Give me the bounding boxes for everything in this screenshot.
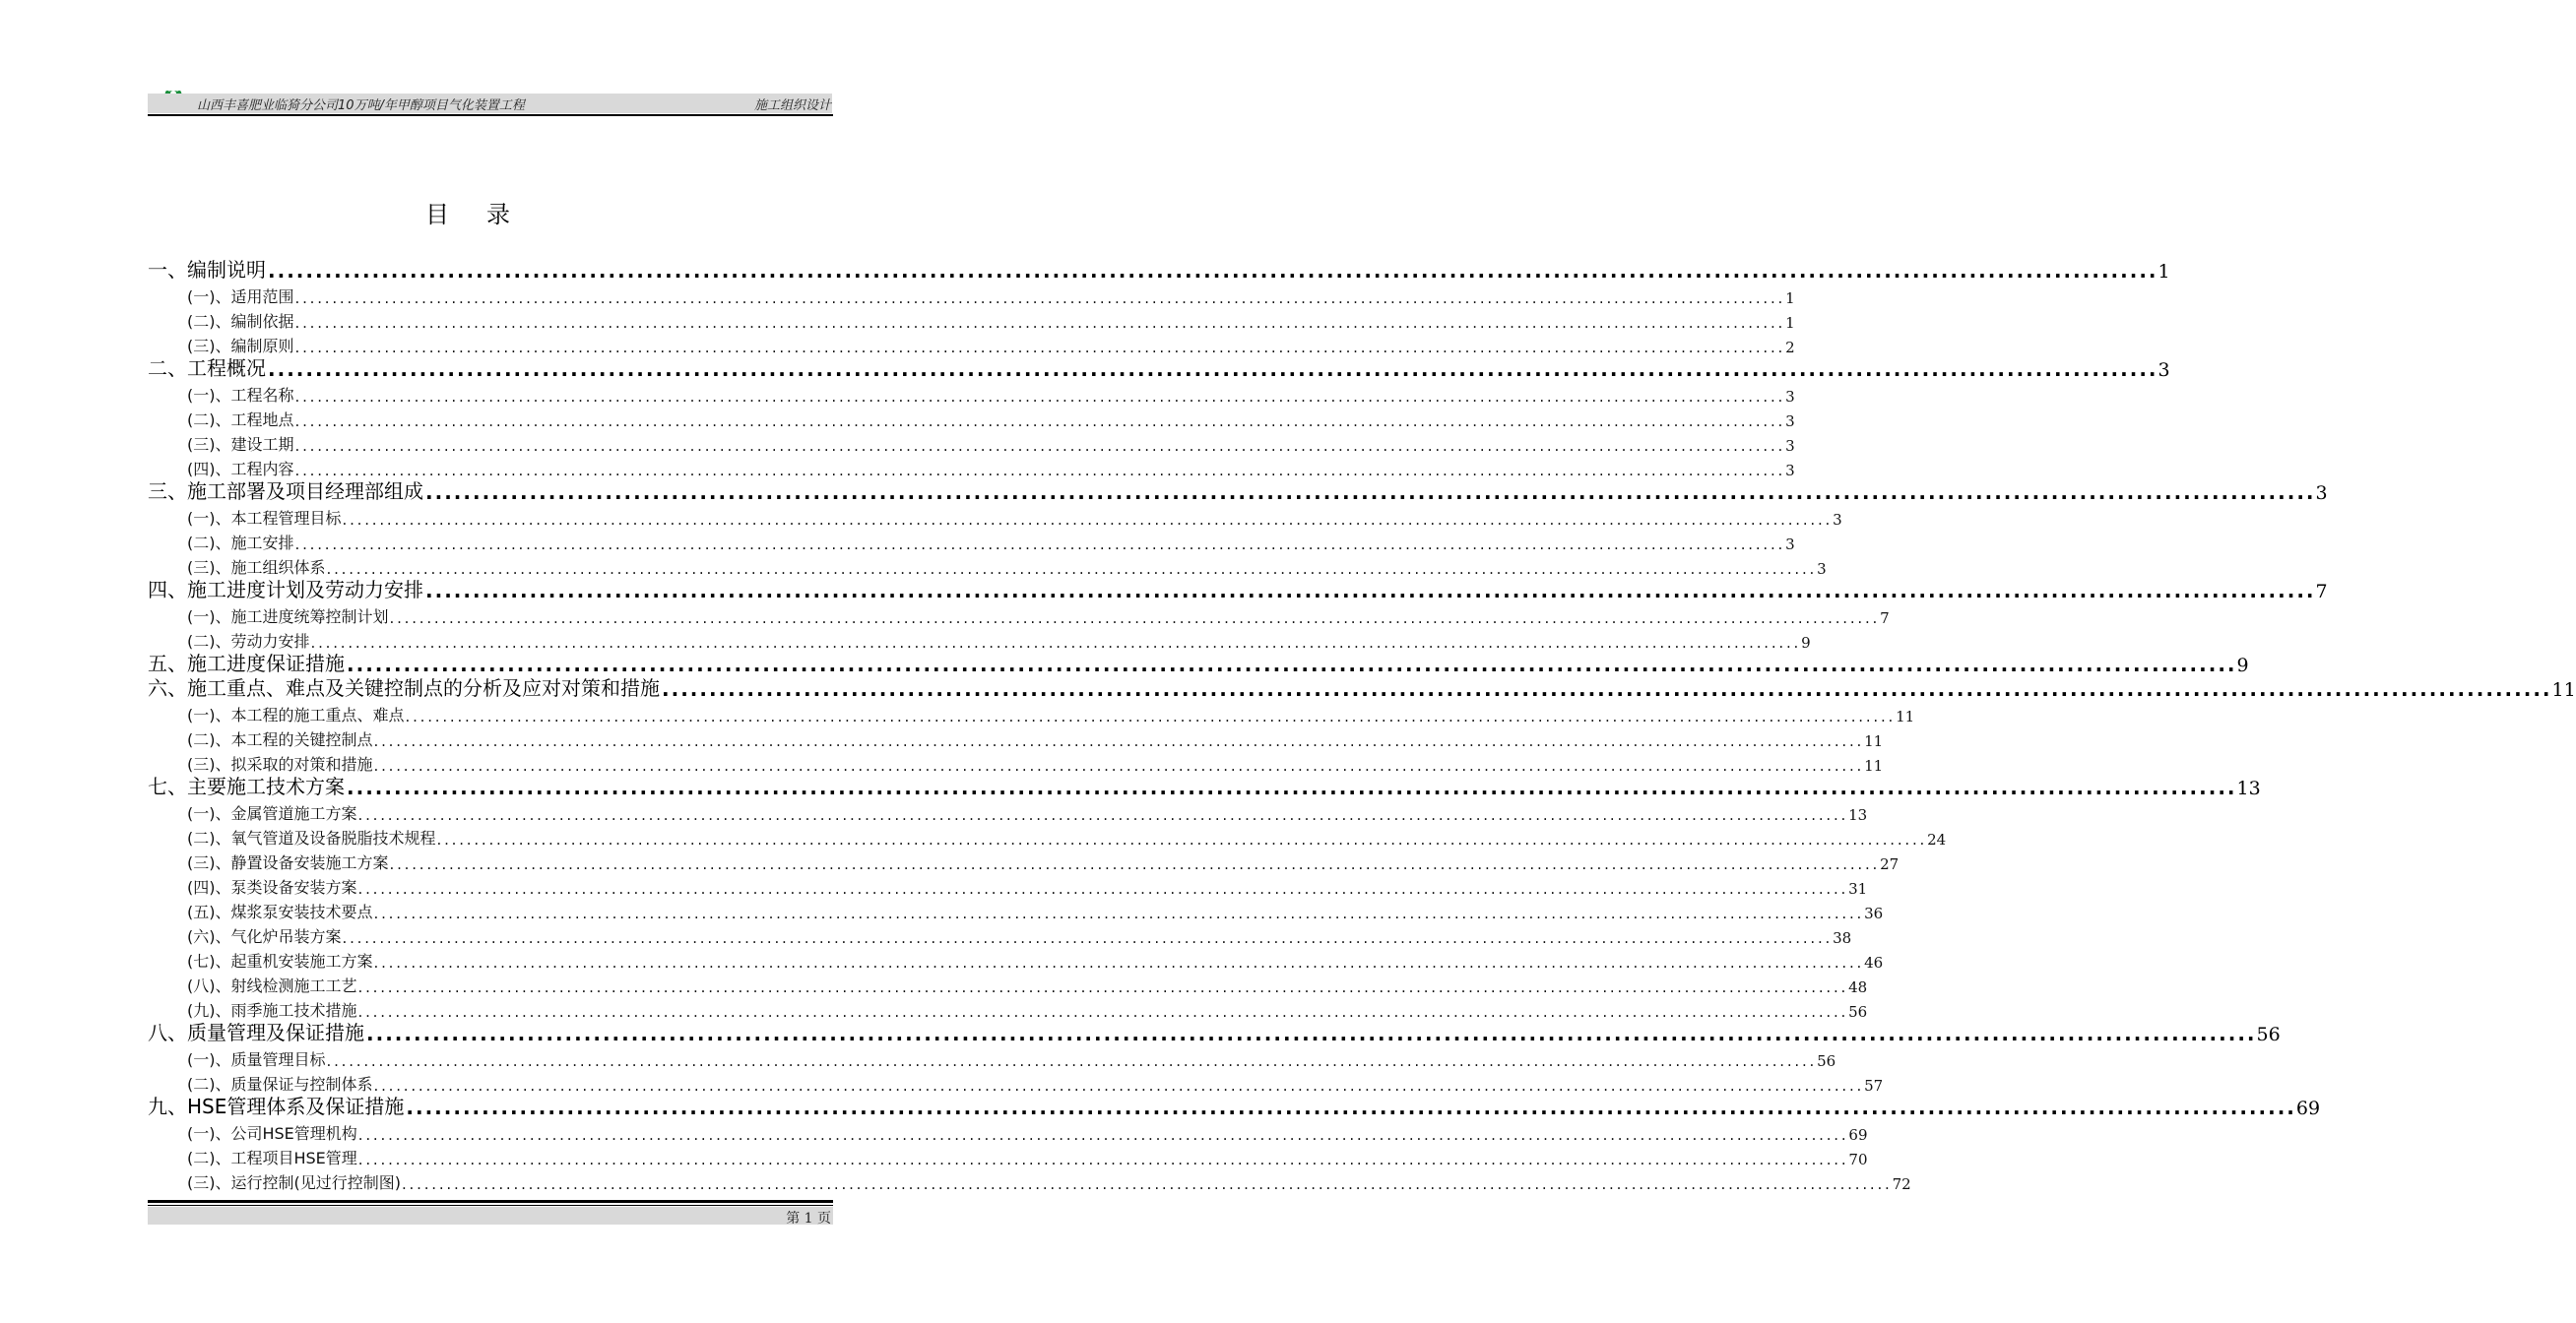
toc-section-entry[interactable]	[148, 406, 1795, 430]
footer-divider	[148, 1200, 833, 1203]
toc-entry-page: 11	[2551, 679, 2576, 701]
toc-entry-page: 1	[1785, 314, 1795, 332]
footer-divider-thin	[148, 1205, 833, 1206]
toc-leader-dots: ........................................................................................................................................................................................................	[268, 357, 2158, 381]
toc-leader-dots: ........................................................................................................................................................................................................	[342, 929, 1834, 947]
toc-leader-dots: ........................................................................................................................................................................................................	[406, 1096, 2296, 1119]
toc-entry-page: 9	[2236, 655, 2249, 676]
toc-entry-label: (一)、工程名称	[187, 386, 294, 405]
toc-section-entry[interactable]	[148, 283, 1795, 307]
toc-entry-page: 3	[1833, 511, 1842, 529]
toc-entry-label: 六、施工重点、难点及关键控制点的分析及应对对策和措施	[148, 676, 660, 700]
toc-entry-label: (九)、雨季施工技术措施	[187, 1001, 357, 1020]
toc-chapter-entry[interactable]	[148, 775, 2261, 799]
toc-entry-page: 70	[1848, 1151, 1868, 1168]
toc-chapter-entry[interactable]	[148, 356, 2170, 381]
toc-chapter-entry[interactable]	[148, 1095, 2321, 1119]
toc-entry-label: 三、施工部署及项目经理部组成	[148, 479, 423, 503]
toc-entry-label: (二)、工程地点	[187, 410, 294, 429]
toc-leader-dots: ........................................................................................................................................................................................................	[294, 339, 1786, 356]
toc-leader-dots: ........................................................................................................................................................................................................	[294, 314, 1786, 332]
toc-leader-dots: ........................................................................................................................................................................................................	[436, 831, 1928, 849]
toc-entry-label: (三)、施工组织体系	[187, 558, 326, 577]
toc-entry-label: (三)、运行控制(见过行控制图)	[187, 1173, 401, 1192]
toc-entry-page: 24	[1927, 831, 1947, 849]
toc-entry-label: (二)、氧气管道及设备脱脂技术规程	[187, 829, 436, 848]
toc-entry-page: 11	[1864, 757, 1884, 775]
toc-entry-label: 五、施工进度保证措施	[148, 652, 345, 675]
toc-entry-label: (六)、气化炉吊装方案	[187, 927, 342, 946]
toc-leader-dots: ........................................................................................................................................................................................................	[268, 259, 2158, 283]
toc-leader-dots: ........................................................................................................................................................................................................	[294, 388, 1786, 406]
toc-title: 目录	[425, 201, 547, 228]
toc-entry-page: 69	[2295, 1098, 2321, 1119]
toc-entry-page: 56	[2256, 1024, 2281, 1045]
toc-entry-label: 七、主要施工技术方案	[148, 775, 345, 798]
toc-leader-dots: ........................................................................................................................................................................................................	[373, 757, 1865, 775]
toc-section-entry[interactable]	[148, 922, 1852, 947]
toc-section-entry[interactable]	[148, 529, 1795, 553]
toc-entry-label: (二)、工程项目HSE管理	[187, 1149, 357, 1167]
toc-section-entry[interactable]	[148, 307, 1795, 332]
toc-leader-dots: ........................................................................................................................................................................................................	[342, 511, 1834, 529]
toc-entry-page: 11	[1864, 732, 1884, 750]
toc-entry-label: 四、施工进度计划及劳动力安排	[148, 578, 423, 601]
toc-entry-label: 一、编制说明	[148, 258, 266, 282]
toc-entry-label: (一)、施工进度统筹控制计划	[187, 607, 389, 626]
header-doc-type: 施工组织设计	[753, 98, 831, 113]
toc-entry-label: (七)、起重机安装施工方案	[187, 952, 373, 971]
toc-section-entry[interactable]	[148, 602, 1890, 627]
toc-entry-page: 9	[1801, 634, 1811, 652]
toc-leader-dots: ........................................................................................................................................................................................................	[357, 880, 1849, 898]
toc-entry-page: 57	[1864, 1077, 1884, 1095]
toc-entry-label: (一)、金属管道施工方案	[187, 804, 357, 823]
toc-leader-dots: ........................................................................................................................................................................................................	[294, 536, 1786, 553]
toc-leader-dots: ........................................................................................................................................................................................................	[357, 806, 1849, 824]
toc-leader-dots: ........................................................................................................................................................................................................	[294, 462, 1786, 479]
toc-chapter-entry[interactable]	[148, 479, 2328, 504]
table-of-contents	[148, 258, 2576, 1193]
toc-leader-dots: ........................................................................................................................................................................................................	[357, 1003, 1849, 1021]
toc-entry-label: (一)、本工程的施工重点、难点	[187, 706, 405, 724]
toc-leader-dots: ........................................................................................................................................................................................................	[405, 708, 1897, 725]
toc-section-entry[interactable]	[148, 1144, 1868, 1168]
header-divider	[148, 114, 833, 116]
toc-entry-label: 八、质量管理及保证措施	[148, 1021, 364, 1044]
toc-entry-label: (二)、质量保证与控制体系	[187, 1075, 373, 1094]
toc-entry-page: 3	[2157, 359, 2170, 381]
toc-section-entry[interactable]	[148, 1168, 1911, 1193]
toc-leader-dots: ........................................................................................................................................................................................................	[366, 1022, 2257, 1045]
toc-leader-dots: ........................................................................................................................................................................................................	[357, 1151, 1849, 1168]
toc-entry-page: 13	[2236, 778, 2261, 799]
toc-entry-label: (二)、本工程的关键控制点	[187, 730, 373, 749]
toc-section-entry[interactable]	[148, 849, 1900, 873]
toc-entry-page: 1	[1785, 289, 1795, 307]
toc-entry-page: 3	[1785, 437, 1795, 455]
toc-chapter-entry[interactable]	[148, 578, 2328, 602]
toc-leader-dots: ........................................................................................................................................................................................................	[357, 978, 1849, 996]
toc-entry-page: 36	[1864, 905, 1884, 922]
toc-leader-dots: ........................................................................................................................................................................................................	[401, 1175, 1893, 1193]
toc-entry-page: 69	[1848, 1126, 1868, 1144]
toc-section-entry[interactable]	[148, 504, 1842, 529]
toc-section-entry[interactable]	[148, 1119, 1868, 1144]
toc-leader-dots: ........................................................................................................................................................................................................	[294, 289, 1786, 307]
toc-leader-dots: ........................................................................................................................................................................................................	[425, 480, 2316, 504]
toc-entry-label: (三)、建设工期	[187, 435, 294, 454]
header-title: 山西丰喜肥业临猗分公司10万吨/年甲醇项目气化装置工程	[197, 98, 525, 113]
toc-entry-label: (三)、编制原则	[187, 337, 294, 355]
toc-entry-label: (四)、工程内容	[187, 460, 294, 478]
toc-section-entry[interactable]	[148, 701, 1915, 725]
toc-leader-dots: ........................................................................................................................................................................................................	[389, 855, 1881, 873]
toc-chapter-entry[interactable]	[148, 1021, 2281, 1045]
toc-entry-page: 72	[1892, 1175, 1911, 1193]
toc-entry-label: (八)、射线检测施工工艺	[187, 976, 357, 995]
toc-entry-page: 2	[1785, 339, 1795, 356]
toc-leader-dots: ........................................................................................................................................................................................................	[347, 653, 2237, 676]
toc-entry-label: (三)、静置设备安装施工方案	[187, 853, 389, 872]
toc-section-entry[interactable]	[148, 381, 1795, 406]
toc-section-entry[interactable]	[148, 799, 1868, 824]
toc-leader-dots: ........................................................................................................................................................................................................	[373, 732, 1865, 750]
toc-entry-label: (二)、施工安排	[187, 534, 294, 552]
toc-entry-label: 二、工程概况	[148, 356, 266, 380]
toc-leader-dots: ........................................................................................................................................................................................................	[389, 609, 1881, 627]
toc-entry-page: 3	[1785, 536, 1795, 553]
toc-section-entry[interactable]	[148, 947, 1884, 972]
toc-entry-label: (三)、拟采取的对策和措施	[187, 755, 373, 774]
toc-entry-label: (四)、泵类设备安装方案	[187, 878, 357, 897]
toc-entry-label: (一)、适用范围	[187, 287, 294, 306]
toc-leader-dots: ........................................................................................................................................................................................................	[373, 954, 1865, 972]
toc-leader-dots: ........................................................................................................................................................................................................	[326, 560, 1818, 578]
toc-entry-page: 3	[2315, 482, 2328, 504]
toc-leader-dots: ........................................................................................................................................................................................................	[357, 1126, 1849, 1144]
toc-entry-page: 3	[1785, 388, 1795, 406]
toc-section-entry[interactable]	[148, 972, 1868, 996]
toc-entry-page: 56	[1817, 1052, 1836, 1070]
toc-section-entry[interactable]	[148, 898, 1884, 922]
toc-leader-dots: ........................................................................................................................................................................................................	[373, 905, 1865, 922]
toc-leader-dots: ........................................................................................................................................................................................................	[373, 1077, 1865, 1095]
toc-leader-dots: ........................................................................................................................................................................................................	[425, 579, 2316, 602]
toc-leader-dots: ........................................................................................................................................................................................................	[310, 634, 1802, 652]
toc-entry-page: 7	[2315, 581, 2328, 602]
toc-chapter-entry[interactable]	[148, 676, 2576, 701]
toc-entry-page: 11	[1896, 708, 1915, 725]
toc-section-entry[interactable]	[148, 824, 1947, 849]
toc-section-entry[interactable]	[148, 430, 1795, 455]
toc-entry-page: 48	[1848, 978, 1868, 996]
toc-entry-page: 38	[1833, 929, 1852, 947]
toc-leader-dots: ........................................................................................................................................................................................................	[294, 437, 1786, 455]
toc-entry-page: 56	[1848, 1003, 1868, 1021]
toc-entry-label: 九、HSE管理体系及保证措施	[148, 1095, 405, 1118]
toc-entry-label: (五)、煤浆泵安装技术要点	[187, 903, 373, 921]
toc-section-entry[interactable]	[148, 725, 1884, 750]
toc-entry-page: 1	[2157, 261, 2170, 283]
toc-entry-label: (一)、本工程管理目标	[187, 509, 342, 528]
toc-entry-label: (一)、公司HSE管理机构	[187, 1124, 357, 1143]
toc-leader-dots: ........................................................................................................................................................................................................	[326, 1052, 1818, 1070]
toc-entry-page: 13	[1848, 806, 1868, 824]
toc-entry-page: 7	[1880, 609, 1890, 627]
toc-entry-page: 3	[1785, 412, 1795, 430]
toc-entry-label: (一)、质量管理目标	[187, 1050, 326, 1069]
page-number: 第 1 页	[786, 1211, 831, 1227]
toc-chapter-entry[interactable]	[148, 258, 2170, 283]
toc-entry-page: 31	[1848, 880, 1868, 898]
toc-entry-page: 46	[1864, 954, 1884, 972]
toc-section-entry[interactable]	[148, 1045, 1836, 1070]
toc-leader-dots: ........................................................................................................................................................................................................	[347, 776, 2237, 799]
toc-entry-label: (二)、劳动力安排	[187, 632, 310, 651]
toc-entry-page: 3	[1817, 560, 1827, 578]
toc-entry-label: (二)、编制依据	[187, 312, 294, 331]
toc-entry-page: 3	[1785, 462, 1795, 479]
toc-entry-page: 27	[1880, 855, 1900, 873]
toc-leader-dots: ........................................................................................................................................................................................................	[294, 412, 1786, 430]
toc-section-entry[interactable]	[148, 873, 1868, 898]
footer-band	[148, 1207, 833, 1225]
toc-leader-dots: ........................................................................................................................................................................................................	[662, 677, 2552, 701]
